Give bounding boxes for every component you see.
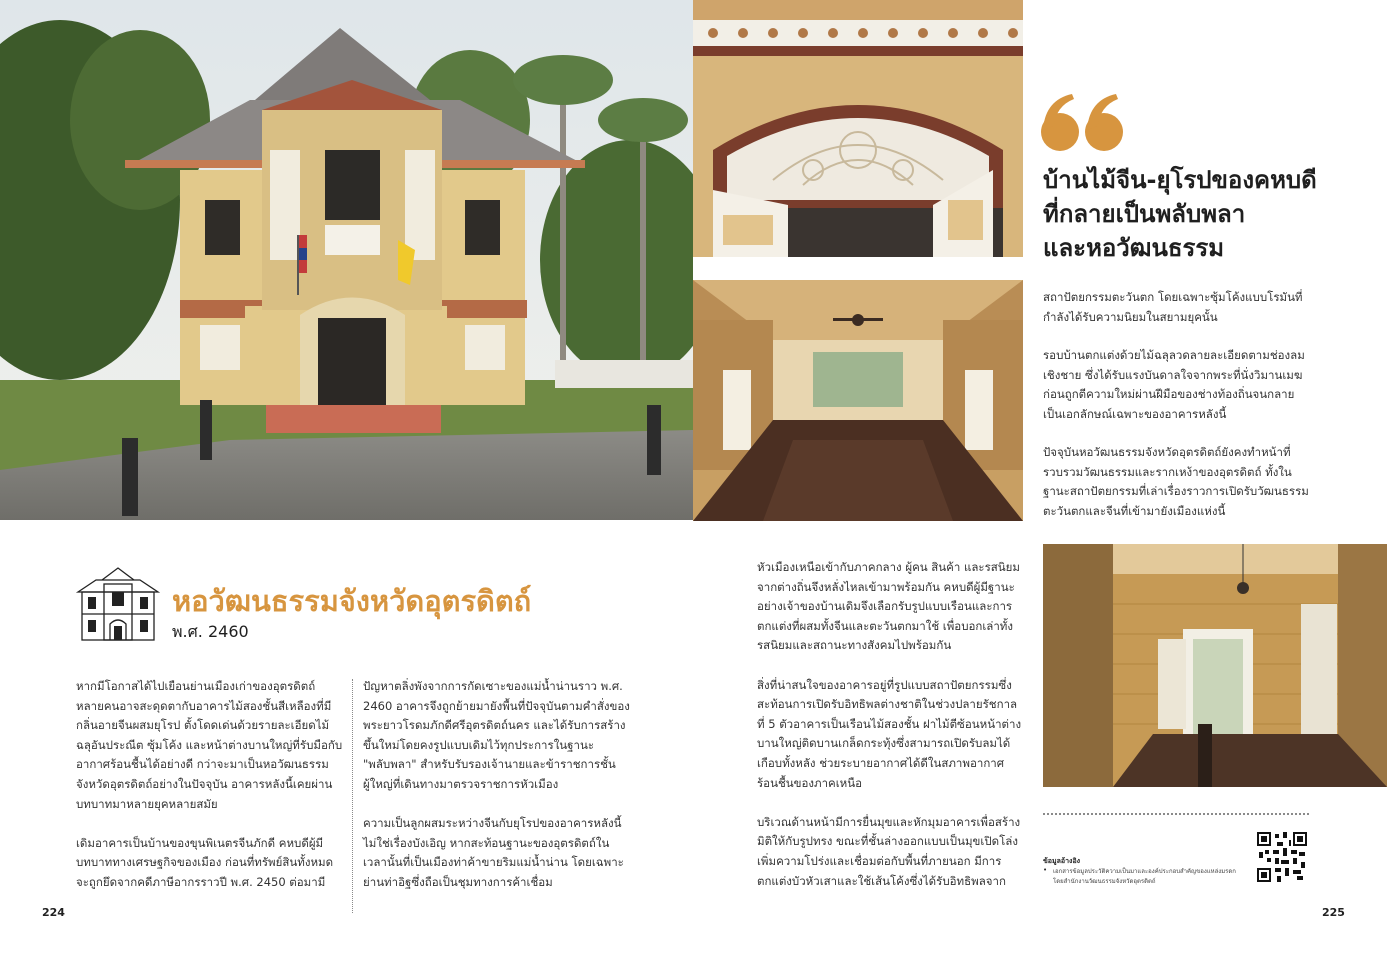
paragraph: สิ่งที่น่าสนใจของอาคารอยู่ที่รูปแบบสถาปัตยกรรมซึ่งสะท้อนการเปิดรับอิทธิพลต่างชาติในช่วงปลายรัชกาลที่ 5 ตัวอาคารเป็นเรือนไม้สองชั้น ฝาไม้ตีซ้อนหน้าต่างบานใหญ่ติดบานเกล็ดกระทุ้งซึ่งสามารถเปิดรับลมได้เกือบทั้งหลัง ช่วยระบายอากาศได้ดีในสภาพอากาศร้อนชื้นของภาคเหนือ <box>757 677 1022 790</box>
paragraph: รอบบ้านตกแต่งด้วยไม้ฉลุลวดลายละเอียดตามช่องลม เชิงชาย ซึ่งได้รับแรงบันดาลใจจากพระที่นั่งวิมานเมฆ ก่อนถูกตีความใหม่ผ่านฝีมือของช่างท้องถิ่นจนกลายเป็นเอกลักษณ์เฉพาะของอาคารหลังนี้ <box>1043 348 1305 421</box>
paragraph: สถาปัตยกรรมตะวันตก โดยเฉพาะซุ้มโค้งแบบโรมันที่กำลังได้รับความนิยมในสยามยุคนั้น <box>1043 290 1303 324</box>
paragraph: เดิมอาคารเป็นบ้านของขุนพิเนตรจีนภักดี คหบดีผู้มีบทบาททางเศรษฐกิจของเมือง ก่อนที่ทรัพย์สินทั้งหมดจะถูกยึดจากคดีภาษีอากรราวปี พ.ศ. 2450 ต่อมามี <box>76 835 334 889</box>
house-sketch-icon <box>74 566 162 642</box>
reference-divider <box>1043 813 1309 815</box>
upper-hall-photo <box>693 280 1023 521</box>
paragraph: หัวเมืองเหนือเข้ากับภาคกลาง ผู้คน สินค้า และรสนิยมจากต่างถิ่นจึงหลั่งไหลเข้ามาพร้อมกัน คหบดีผู้มีฐานะอย่างเจ้าของบ้านเดิมจึงเลือกรับรูปแบบเรือนและการตกแต่งที่ผสมทั้งจีนและตะวันตกมาใช้ เพื่อบอกเล่าทั้งรสนิยมและสถานะทางสังคมไปพร้อมกัน <box>757 560 1020 653</box>
reference-title: ข้อมูลอ้างอิง <box>1043 857 1081 865</box>
body-column-3 <box>757 558 1023 911</box>
body-column-2 <box>363 677 630 912</box>
house-exterior-photo <box>0 0 693 520</box>
quote-icon <box>1040 90 1130 154</box>
paragraph: ปัจจุบันหอวัฒนธรรมจังหวัดอุตรดิตถ์ยังคงทำหน้าที่รวบรวมวัฒนธรรมและรากเหง้าของอุตรดิตถ์ ทั้งในฐานะสถาปัตยกรรมที่เล่าเรื่องราวการเปิดรับวัฒนธรรมตะวันตกและจีนที่เข้ามายังเมืองแห่งนี้ <box>1043 445 1309 518</box>
quote-line: ที่กลายเป็นพลับพลา <box>1043 200 1246 228</box>
body-column-1 <box>76 677 343 912</box>
paragraph: ความเป็นลูกผสมระหว่างจีนกับยุโรปของอาคารหลังนี้ไม่ใช่เรื่องบังเอิญ หากสะท้อนฐานะของอุตรดิตถ์ในเวลานั้นที่เป็นเมืองท่าค้าขายริมแม่น้ำน่าน โดยเฉพาะย่านท่าอิฐซึ่งถือเป็นชุมทางการค้าเชื่อม <box>363 816 624 889</box>
intro-column <box>1043 288 1311 540</box>
quote-title <box>1043 163 1343 265</box>
paragraph: ปัญหาตลิ่งพังจากการกัดเซาะของแม่น้ำน่านราว พ.ศ. 2460 อาคารจึงถูกย้ายมายังพื้นที่ปัจจุบันตามคำสั่งของพระยาวโรดมภักดีศรีอุตรดิตถ์นคร และได้รับการสร้างขึ้นใหม่โดยคงรูปแบบเดิมไว้ทุกประการในฐานะ "พลับพลา" สำหรับรับรองเจ้านายและข้าราชการชั้นผู้ใหญ่ที่เดินทางมาตรวจราชการหัวเมือง <box>363 679 630 791</box>
fretwork-arch-photo <box>693 0 1023 257</box>
page-number-right: 225 <box>1322 906 1345 919</box>
page-number-left: 224 <box>42 906 65 919</box>
page-title: หอวัฒนธรรมจังหวัดอุตรดิตถ์ <box>172 584 532 618</box>
year-subtitle: พ.ศ. 2460 <box>172 622 249 641</box>
quote-line: และหอวัฒนธรรม <box>1043 234 1225 262</box>
paragraph: บริเวณด้านหน้ามีการยื่นมุขและหักมุมอาคารเพื่อสร้างมิติให้กับรูปทรง ขณะที่ชั้นล่างออกแบบเป็นมุขเปิดโล่งเพิ่มความโปร่งและเชื่อมต่อกับพื้นที่ภายนอก มีการตกแต่งบัวหัวเสาและใช้เส้นโค้งซึ่งได้รับอิทธิพลจาก <box>757 814 1021 888</box>
qr-code-icon <box>1257 832 1307 882</box>
column-divider <box>352 679 353 913</box>
reference-bullet: • <box>1043 866 1048 874</box>
wooden-room-photo <box>1043 544 1387 787</box>
quote-line: บ้านไม้จีน-ยุโรปของคหบดี <box>1043 166 1317 194</box>
paragraph: หากมีโอกาสได้ไปเยือนย่านเมืองเก่าของอุตรดิตถ์ หลายคนอาจสะดุดตากับอาคารไม้สองชั้นสีเหลืองที่มีกลิ่นอายจีนผสมยุโรป ตั้งโดดเด่นด้วยรายละเอียดไม้ฉลุอันประณีต ซุ้มโค้ง และหน้าต่างบานใหญ่ที่รับมือกับอากาศร้อนชื้นได้อย่างดี กว่าจะมาเป็นหอวัฒนธรรมจังหวัดอุตรดิตถ์อย่างในปัจจุบัน อาคารหลังนี้เคยผ่านบทบาทมาหลายยุคหลายสมัย <box>76 679 343 811</box>
reference-item: เอกสารข้อมูลประวัติความเป็นมาและองค์ประกอบสำคัญของแหล่งมรดก โดยสำนักงานวัฒนธรรมจังหวัดอุตรดิตถ์ <box>1053 868 1236 885</box>
